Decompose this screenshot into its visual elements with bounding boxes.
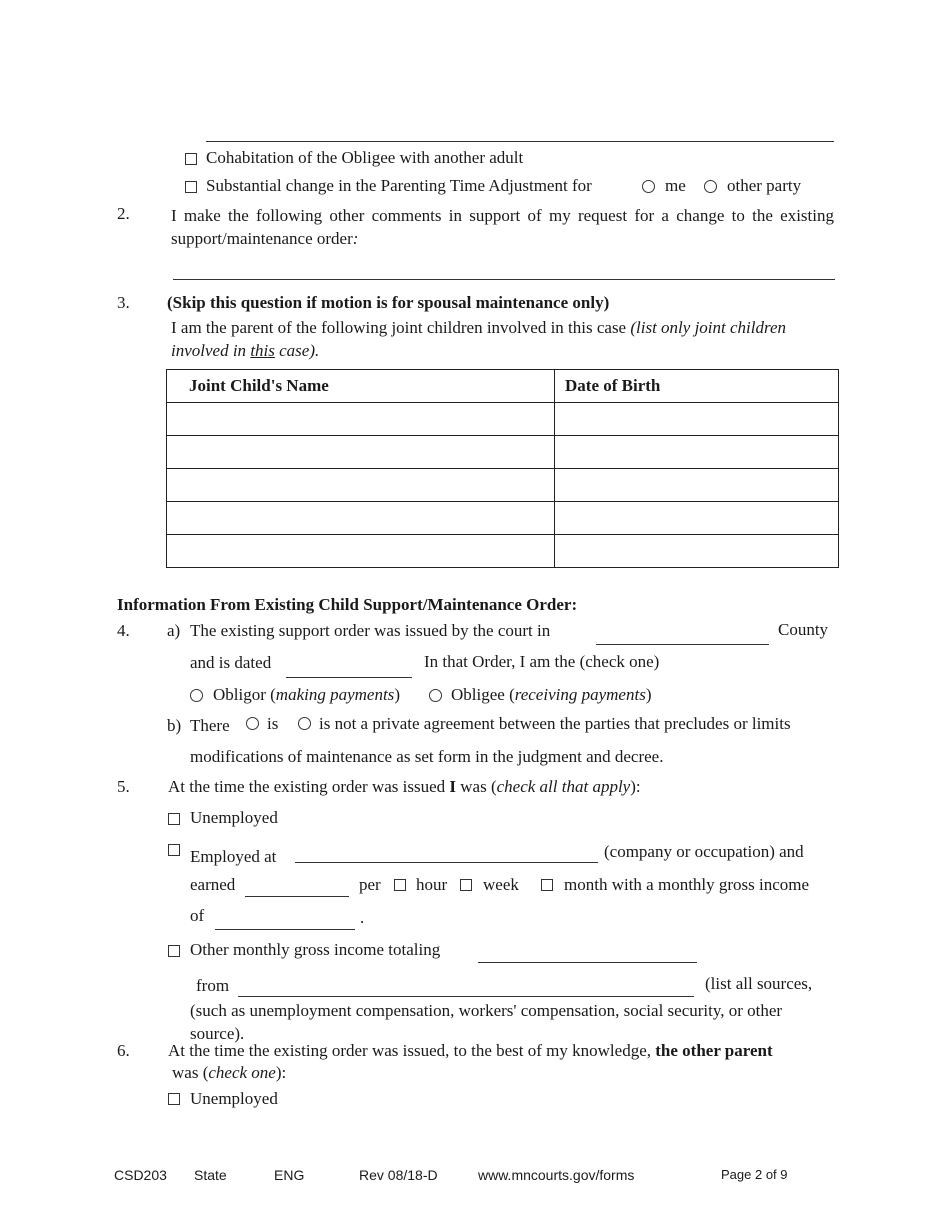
in-that-order-label: In that Order, I am the (check one)	[424, 652, 660, 671]
table-row	[167, 502, 839, 535]
child-name-header: Joint Child's Name	[167, 370, 555, 403]
hour-label: hour	[416, 875, 448, 894]
q3-number: 3.	[117, 293, 130, 312]
q6-was-italic: check one	[208, 1063, 276, 1082]
q2-text	[171, 204, 834, 250]
child-name-cell[interactable]	[167, 469, 555, 502]
q2-comments-line[interactable]	[173, 279, 835, 280]
q5-number: 5.	[117, 777, 130, 796]
per-label: per	[359, 875, 381, 894]
earned-label: earned	[190, 875, 236, 894]
q3-heading: (Skip this question if motion is for spousal maintenance only)	[167, 293, 610, 312]
dob-cell[interactable]	[555, 436, 839, 469]
obligee-close: )	[645, 685, 652, 704]
q3-text-this: this	[250, 341, 275, 360]
q2-colon: :	[352, 229, 359, 248]
employed-checkbox[interactable]	[168, 844, 180, 856]
court-county-field[interactable]	[596, 644, 769, 645]
of-period: .	[360, 908, 365, 927]
obligee-radio[interactable]	[429, 689, 442, 702]
q6-was-text: was (	[172, 1063, 209, 1082]
dob-cell[interactable]	[555, 403, 839, 436]
parenting-time-label: Substantial change in the Parenting Time Adjustment for	[206, 176, 592, 195]
obligee-italic: receiving payments	[514, 685, 646, 704]
unemployed-checkbox[interactable]	[168, 813, 180, 825]
q6-was	[172, 1063, 286, 1083]
obligor-italic: making payments	[275, 685, 395, 704]
table-row	[167, 403, 839, 436]
other-income-checkbox[interactable]	[168, 945, 180, 957]
is-label: is	[267, 714, 279, 733]
q6-text	[168, 1041, 773, 1061]
q4b-label: b)	[167, 716, 182, 735]
q4-number: 4.	[117, 621, 130, 640]
income-sources-field[interactable]	[238, 996, 694, 997]
is-not-label: is not a private agreement between the parties that precludes or limits	[319, 714, 791, 733]
q4a-label: a)	[167, 621, 181, 640]
q4a-text: The existing support order was issued by the court in	[190, 621, 551, 640]
q2-text-main: I make the following other comments in support of my request for a change to the existing support/maintenance order	[171, 206, 834, 248]
other-parent-unemployed-checkbox[interactable]	[168, 1093, 180, 1105]
q6-text-bold: the other parent	[655, 1041, 773, 1060]
there-label: There	[190, 716, 230, 735]
obligee-label	[451, 685, 651, 705]
footer-url: www.mncourts.gov/forms	[478, 1167, 635, 1183]
footer-form-code: CSD203	[114, 1167, 167, 1183]
q6-was-end: ):	[275, 1063, 287, 1082]
other-income-label: Other monthly gross income totaling	[190, 940, 441, 959]
q3-text-start: I am the parent of the following joint children involved in this case	[171, 318, 631, 337]
child-name-cell[interactable]	[167, 403, 555, 436]
q5-text-italic: check all that apply	[496, 777, 631, 796]
earned-amount-field[interactable]	[245, 896, 349, 897]
footer-revision: Rev 08/18-D	[359, 1167, 438, 1183]
footer-page-number: Page 2 of 9	[721, 1167, 788, 1182]
county-label: County	[778, 620, 829, 639]
q6-number: 6.	[117, 1041, 130, 1060]
unemployed-label: Unemployed	[190, 808, 278, 827]
me-radio[interactable]	[642, 180, 655, 193]
month-checkbox[interactable]	[541, 879, 553, 891]
q5-text-bold: I	[449, 777, 457, 796]
order-date-field[interactable]	[286, 677, 412, 678]
obligee-text: Obligee (	[451, 685, 515, 704]
blank-line-top[interactable]	[206, 141, 834, 142]
employer-field[interactable]	[295, 862, 598, 863]
parenting-time-checkbox[interactable]	[185, 181, 197, 193]
month-label: month with a monthly gross income	[564, 875, 810, 894]
table-row	[167, 436, 839, 469]
me-label: me	[665, 176, 686, 195]
cohabitation-checkbox[interactable]	[185, 153, 197, 165]
other-party-radio[interactable]	[704, 180, 717, 193]
other-income-field[interactable]	[478, 962, 697, 963]
other-parent-unemployed-label: Unemployed	[190, 1089, 278, 1108]
list-sources-label: (list all sources,	[705, 974, 813, 993]
joint-children-table	[166, 369, 839, 568]
dob-header: Date of Birth	[555, 370, 839, 403]
obligor-radio[interactable]	[190, 689, 203, 702]
q3-text-italic-1: (list only joint children involved in	[171, 318, 787, 360]
q2-number: 2.	[117, 204, 130, 223]
q6-text-start: At the time the existing order was issued, to the best of my knowledge,	[168, 1041, 656, 1060]
q3-text	[171, 316, 811, 362]
hour-checkbox[interactable]	[394, 879, 406, 891]
employed-at-label: Employed at	[190, 847, 277, 866]
week-label: week	[483, 875, 519, 894]
other-party-label: other party	[727, 176, 802, 195]
dob-cell[interactable]	[555, 535, 839, 568]
monthly-gross-income-field[interactable]	[215, 929, 355, 930]
q5-text	[168, 777, 641, 797]
is-not-radio[interactable]	[298, 717, 311, 730]
week-checkbox[interactable]	[460, 879, 472, 891]
dob-cell[interactable]	[555, 469, 839, 502]
footer-language: ENG	[274, 1167, 305, 1183]
of-label: of	[190, 906, 205, 925]
q5-text-start: At the time the existing order was issued	[168, 777, 450, 796]
is-radio[interactable]	[246, 717, 259, 730]
obligor-text: Obligor (	[213, 685, 276, 704]
child-name-cell[interactable]	[167, 436, 555, 469]
company-label: (company or occupation) and	[604, 842, 804, 861]
cohabitation-label: Cohabitation of the Obligee with another adult	[206, 148, 524, 167]
child-name-cell[interactable]	[167, 535, 555, 568]
q3-text-italic-2: case).	[274, 341, 320, 360]
q5-text-mid: was (	[456, 777, 497, 796]
obligor-close: )	[394, 685, 400, 704]
table-header-row	[167, 370, 839, 403]
dob-cell[interactable]	[555, 502, 839, 535]
q5-text-end: ):	[630, 777, 641, 796]
table-row	[167, 469, 839, 502]
obligor-label	[213, 685, 400, 705]
dated-label: and is dated	[190, 653, 272, 672]
from-label: from	[196, 976, 230, 995]
table-row	[167, 535, 839, 568]
footer-state: State	[194, 1167, 227, 1183]
existing-order-heading: Information From Existing Child Support/Maintenance Order:	[117, 595, 578, 614]
child-name-cell[interactable]	[167, 502, 555, 535]
modifications-text: modifications of maintenance as set form in the judgment and decree.	[190, 747, 664, 766]
such-as-text: (such as unemployment compensation, workers' compensation, social security, or other source).	[190, 1001, 783, 1043]
